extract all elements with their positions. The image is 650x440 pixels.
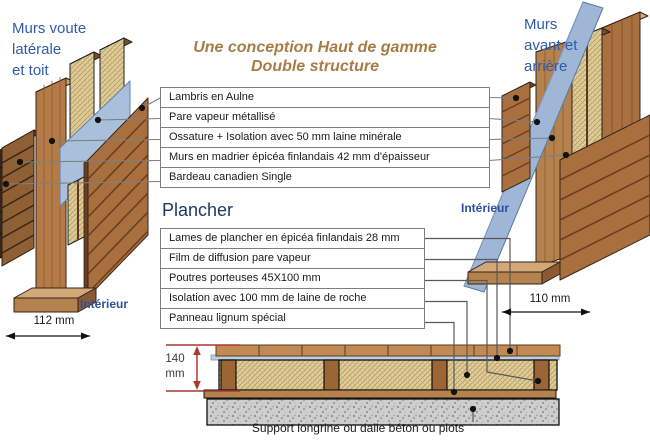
dimension-112mm: 112 mm [33,315,75,327]
dimension-140mm-value: 140 [165,353,185,365]
dimension-140mm [158,352,192,382]
dimension-arrow-110 [502,309,590,316]
floor-illustration [204,345,560,425]
floor-layer-row: Poutres porteuses 45X100 mm [160,268,425,289]
wall-layer-row: Bardeau canadien Single [160,167,490,188]
left-wall-heading-line3: et toit [12,62,49,79]
floor-section-heading: Plancher [162,200,234,220]
page-title-line2: Double structure [250,58,379,75]
left-wall-heading-line1: Murs voute [12,20,87,37]
left-wall-heading [12,18,86,81]
floor-layer-row: Film de diffusion pare vapeur [160,248,425,269]
right-wall-heading-line3: arrière [524,58,568,75]
floor-layer-labels [160,228,425,329]
dimension-arrow-112 [6,333,90,340]
wall-layer-row: Ossature + Isolation avec 50 mm laine minérale [160,127,490,148]
right-wall-heading-line1: Murs [524,16,558,33]
interior-label-left: Intérieur [80,297,129,311]
floor-layer-row: Isolation avec 100 mm de laine de roche [160,288,425,309]
interior-label-right: Intérieur [461,201,510,215]
floor-layer-row: Panneau lignum spécial [160,308,425,329]
dimension-110mm: 110 mm [529,293,571,305]
dimension-140mm-unit: mm [165,368,185,380]
page-title [163,38,467,76]
wall-layer-row: Pare vapeur métallisé [160,107,490,128]
page-title-line1: Une conception Haut de gamme [193,39,437,56]
wall-layer-row: Murs en madrier épicéa finlandais 42 mm d'épaisseur [160,147,490,168]
wall-layer-row: Lambris en Aulne [160,87,490,108]
right-wall-heading-line2: avant et [524,37,578,54]
left-wall-heading-line2: latérale [12,41,62,58]
right-wall-heading [524,14,577,77]
floor-layer-row: Lames de plancher en épicéa finlandais 28 mm [160,228,425,249]
wall-layer-labels [160,87,490,188]
support-caption: Support longrine ou dalle béton ou plots [251,421,465,435]
